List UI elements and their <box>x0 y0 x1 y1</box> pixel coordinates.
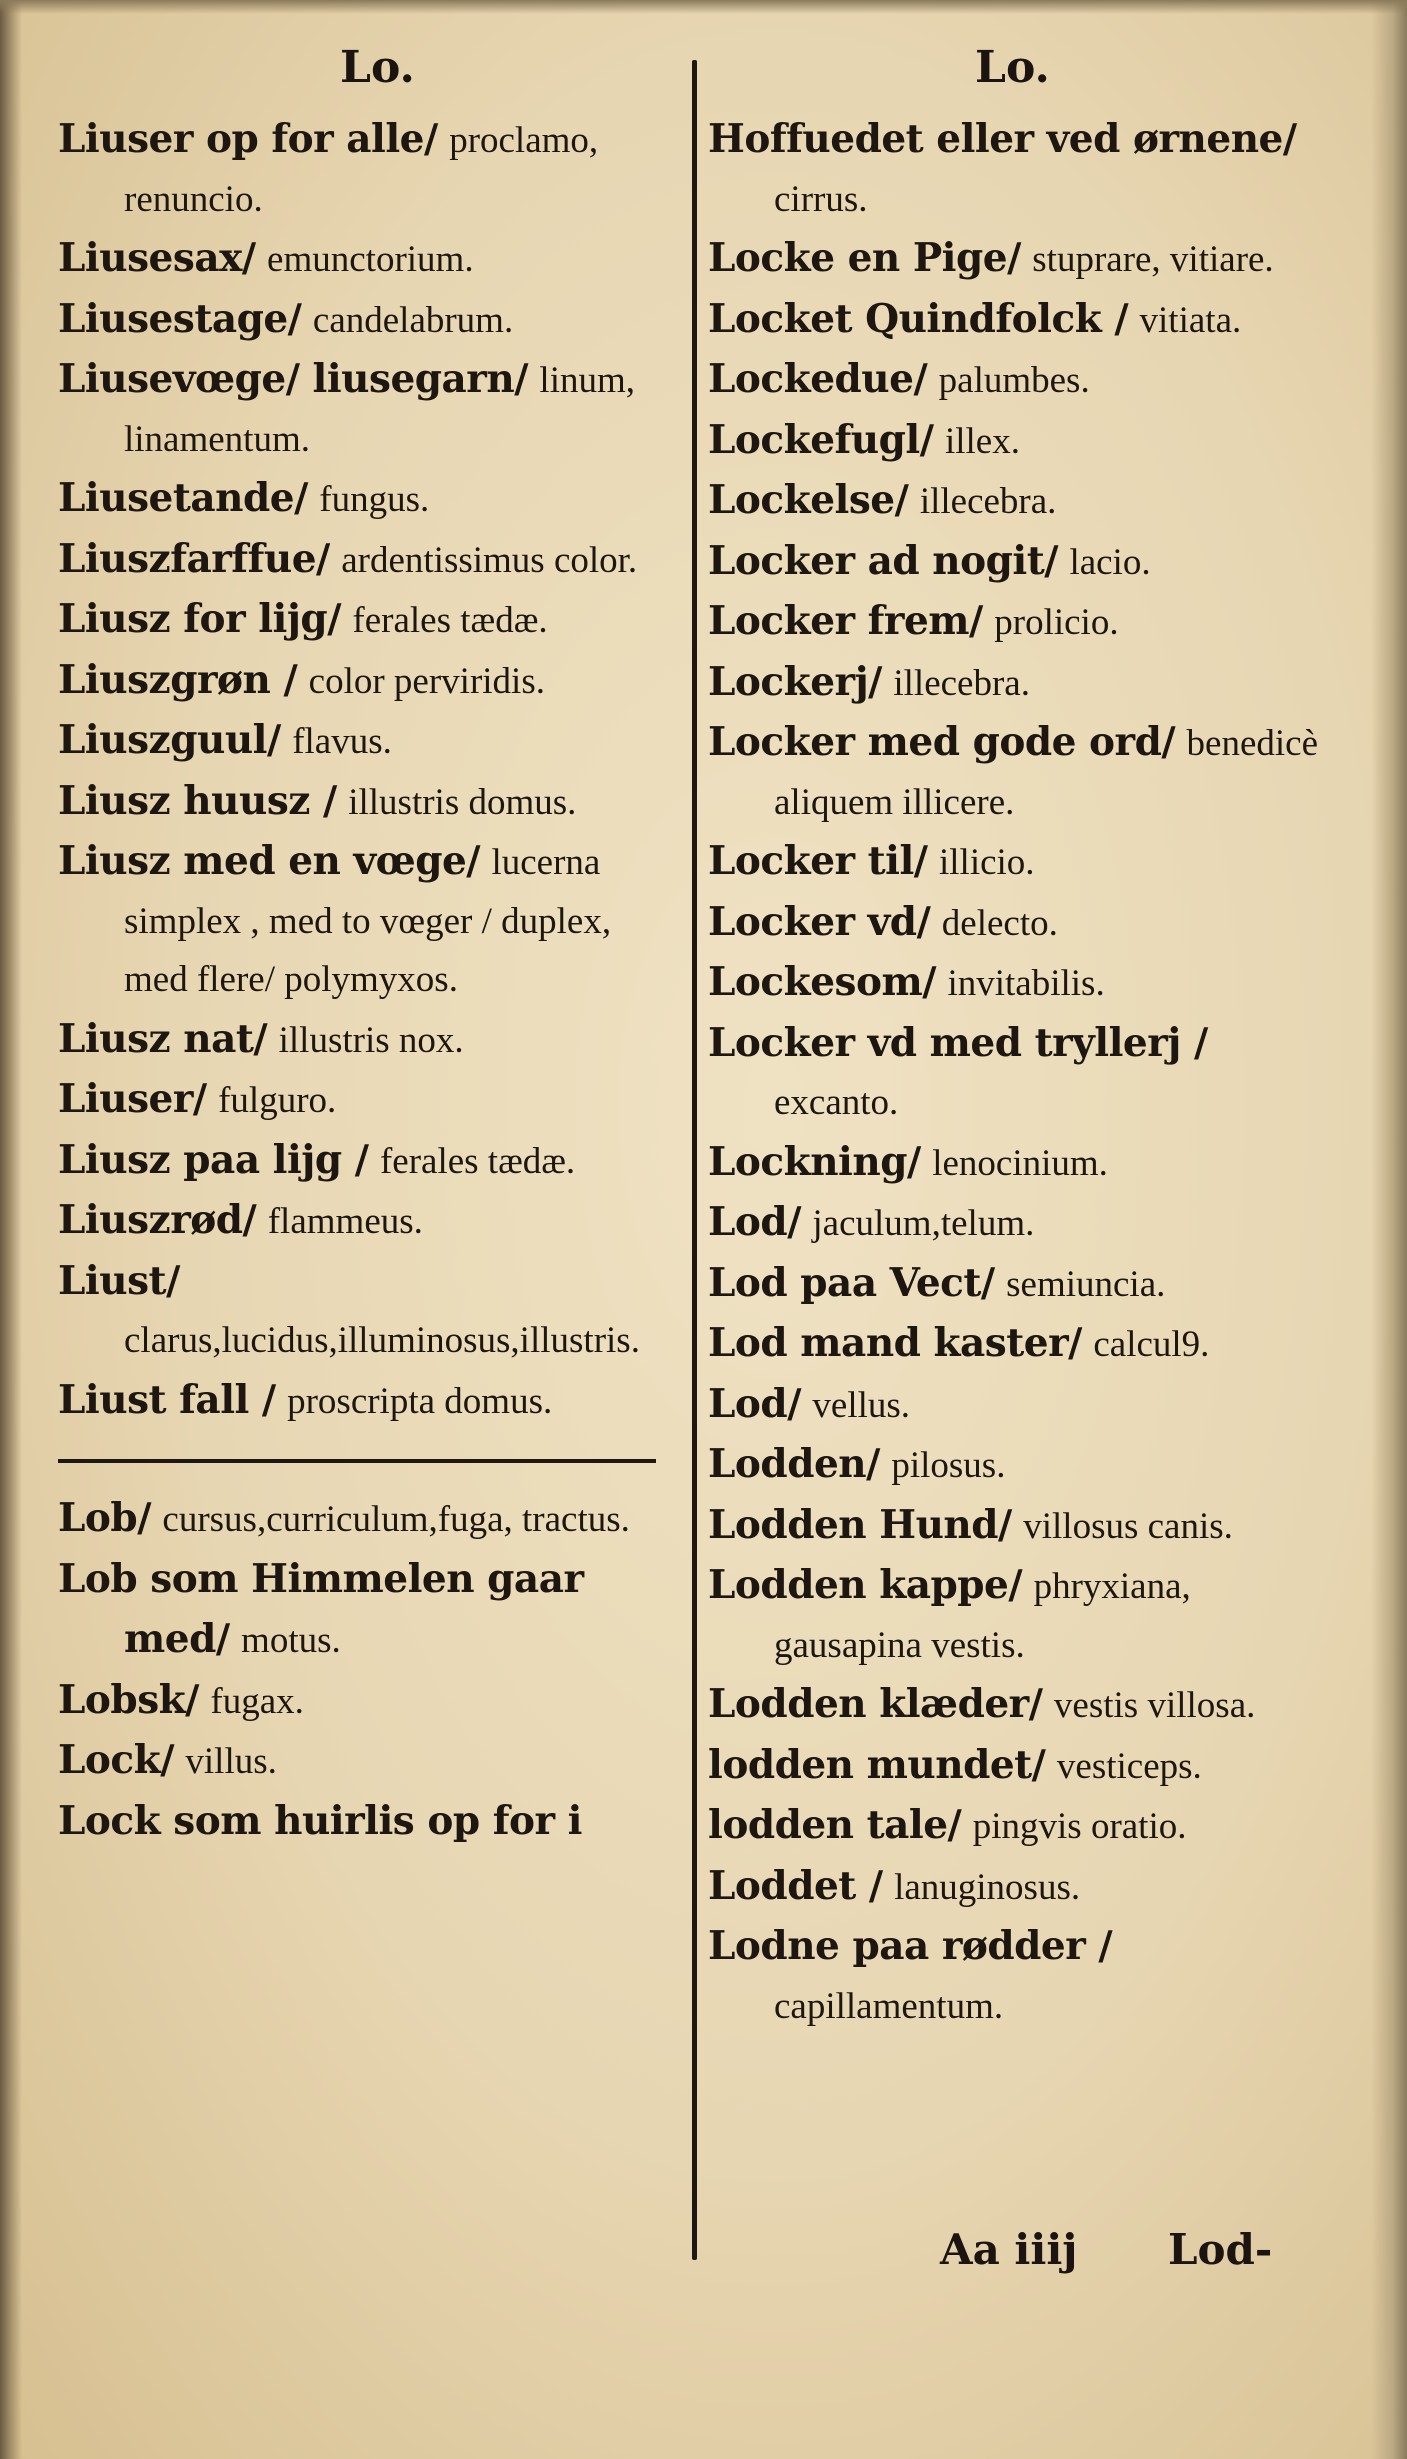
entry-headword: Liuszrød/ <box>58 1197 257 1243</box>
entry-headword: Liusesax/ <box>58 235 256 281</box>
entry-headword: Liuser op for alle/ <box>58 116 438 162</box>
page-right-edge <box>1371 0 1407 2459</box>
entry-headword: Liusz for lijg/ <box>58 596 341 642</box>
entry-headword: Lockesom/ <box>708 959 936 1005</box>
dictionary-entry <box>58 1731 678 1792</box>
entry-headword: Lod/ <box>708 1380 801 1427</box>
entry-headword: Lod/ <box>708 1199 801 1245</box>
page-left-edge <box>0 0 22 2459</box>
entry-headword: Lodden Hund/ <box>708 1501 1012 1548</box>
dictionary-entry <box>708 1917 1328 2036</box>
dictionary-entry <box>58 1489 678 1550</box>
dictionary-entry <box>708 893 1328 954</box>
catchword: Lod- <box>1168 2225 1273 2274</box>
entry-headword: Lod mand kaster/ <box>708 1320 1082 1366</box>
entry-headword: Liusz huusz / <box>58 777 337 824</box>
entry-headword: Lob/ <box>58 1495 151 1541</box>
entry-translation: benedicè aliquem illicere. <box>774 723 1319 823</box>
entry-headword: Lock/ <box>58 1737 174 1783</box>
entry-translation: emunctorium. <box>267 239 474 280</box>
entry-translation: prolicio. <box>994 602 1119 643</box>
entry-translation: pilosus. <box>891 1445 1006 1486</box>
signature-mark: Aa iiij <box>940 2225 1078 2274</box>
dictionary-entry <box>708 110 1328 229</box>
entry-translation: vitiata. <box>1139 299 1242 341</box>
entry-translation: candelabrum. <box>312 299 514 341</box>
dictionary-entry <box>58 1671 678 1732</box>
dictionary-entry <box>708 1314 1328 1375</box>
entry-headword: Locker frem/ <box>708 598 983 644</box>
left-column-entries-bottom <box>58 1489 678 1852</box>
entry-translation: flammeus. <box>267 1201 423 1242</box>
entry-headword: Liusetande/ <box>58 475 308 521</box>
entry-headword: Lockedue/ <box>708 356 928 402</box>
dictionary-entry <box>708 532 1328 593</box>
entry-headword: Liusz med en vœge/ <box>58 838 481 884</box>
dictionary-entry <box>708 1014 1328 1133</box>
entry-translation: illex. <box>944 420 1020 462</box>
left-column <box>58 110 678 1852</box>
entry-translation: lacio. <box>1069 541 1151 583</box>
right-column-entries <box>708 110 1328 2036</box>
entry-headword: Lobsk/ <box>58 1676 199 1723</box>
dictionary-entry <box>58 469 678 530</box>
entry-translation: flavus. <box>292 721 392 762</box>
entry-headword: Liusz nat/ <box>58 1015 268 1062</box>
entry-headword: Lodden/ <box>708 1441 880 1487</box>
dictionary-entry <box>58 1550 678 1671</box>
entry-headword: lodden mundet/ <box>708 1741 1046 1788</box>
dictionary-entry <box>708 1736 1328 1797</box>
entry-headword: Liust fall / <box>58 1376 276 1423</box>
entry-translation: villosus canis. <box>1023 1505 1233 1547</box>
entry-headword: Liuszgrøn / <box>58 656 298 703</box>
right-column <box>708 110 1328 2036</box>
dictionary-entry <box>708 229 1328 290</box>
entry-translation: ferales tædæ. <box>379 1140 576 1182</box>
dictionary-entry <box>58 1792 678 1853</box>
entry-headword: Lodden kappe/ <box>708 1562 1023 1608</box>
entry-translation: capillamentum. <box>774 1985 1004 2027</box>
entry-headword: Lob som Himmelen gaar med/ <box>58 1555 584 1662</box>
entry-headword: Loddet / <box>708 1862 883 1909</box>
dictionary-entry <box>58 1010 678 1071</box>
entry-translation: lenocinium. <box>932 1142 1108 1184</box>
dictionary-entry <box>708 1857 1328 1918</box>
entry-headword: Liusestage/ <box>58 295 302 342</box>
entry-translation: pingvis oratio. <box>972 1806 1187 1847</box>
entry-headword: Locker ad nogit/ <box>708 537 1058 584</box>
entry-headword: Liuszfarffue/ <box>58 535 330 582</box>
dictionary-entry <box>708 832 1328 893</box>
entry-headword: Locker til/ <box>708 838 928 884</box>
entry-translation: cirrus. <box>774 178 868 220</box>
dictionary-entry <box>58 711 678 772</box>
entry-translation: illustris domus. <box>348 781 577 823</box>
dictionary-entry <box>708 1496 1328 1557</box>
entry-translation: motus. <box>241 1620 341 1661</box>
dictionary-entry <box>708 1796 1328 1857</box>
dictionary-entry <box>58 1131 678 1192</box>
dictionary-entry <box>58 530 678 591</box>
dictionary-entry <box>58 1371 678 1432</box>
dictionary-entry <box>58 110 678 229</box>
entry-translation: calcul9. <box>1093 1324 1210 1365</box>
entry-translation: color perviridis. <box>308 660 545 702</box>
dictionary-entry <box>58 1191 678 1252</box>
dictionary-entry <box>708 653 1328 714</box>
entry-translation: ardentissimus color. <box>341 539 638 581</box>
entry-headword: Liuser/ <box>58 1076 207 1122</box>
entry-headword: Lockerj/ <box>708 658 882 705</box>
entry-translation: linum, linamentum. <box>124 360 636 460</box>
dictionary-entry <box>708 411 1328 472</box>
entry-translation: clarus,lucidus,illuminosus,illustris. <box>124 1320 640 1361</box>
entry-headword: Hoffuedet eller ved ørnene/ <box>708 116 1297 162</box>
entry-translation: vellus. <box>812 1384 911 1426</box>
entry-translation: fulguro. <box>218 1080 337 1121</box>
dictionary-entry <box>708 350 1328 411</box>
section-rule <box>58 1459 656 1463</box>
entry-translation: fugax. <box>210 1680 304 1722</box>
running-header-left: Lo. <box>340 42 415 93</box>
entry-translation: lanuginosus. <box>894 1866 1081 1908</box>
dictionary-entry <box>708 1254 1328 1315</box>
dictionary-entry <box>708 1193 1328 1254</box>
entry-headword: Lodden klæder/ <box>708 1681 1043 1727</box>
dictionary-entry <box>708 471 1328 532</box>
entry-headword: Liuszguul/ <box>58 717 281 763</box>
left-column-entries-top <box>58 110 678 1431</box>
dictionary-entry <box>58 590 678 651</box>
entry-translation: excanto. <box>774 1082 899 1123</box>
entry-headword: lodden tale/ <box>708 1802 962 1848</box>
entry-translation: phryxiana, gausapina vestis. <box>774 1566 1191 1666</box>
entry-headword: Locke en Pige/ <box>708 235 1021 281</box>
entry-headword: Lockelse/ <box>708 477 909 523</box>
column-divider <box>692 60 697 2260</box>
dictionary-entry <box>58 772 678 833</box>
entry-headword: Lod paa Vect/ <box>708 1259 995 1306</box>
entry-headword: Locker med gode ord/ <box>708 719 1176 765</box>
entry-headword: Liusz paa lijg / <box>58 1136 369 1183</box>
dictionary-entry <box>58 290 678 351</box>
dictionary-entry <box>58 1252 678 1371</box>
entry-headword: Lodne paa rødder / <box>708 1923 1113 1969</box>
dictionary-entry <box>58 229 678 290</box>
entry-translation: vesticeps. <box>1056 1745 1202 1787</box>
entry-translation: invitabilis. <box>947 963 1105 1004</box>
entry-translation: ferales tædæ. <box>352 600 548 641</box>
entry-translation: jaculum,telum. <box>812 1203 1035 1244</box>
dictionary-entry <box>708 1556 1328 1675</box>
dictionary-entry <box>58 832 678 1010</box>
dictionary-entry <box>708 1675 1328 1736</box>
entry-translation: proclamo, renuncio. <box>124 120 599 220</box>
entry-headword: Liusevœge/ liusegarn/ <box>58 356 528 402</box>
entry-headword: Lock som huirlis op for i <box>58 1797 582 1844</box>
dictionary-entry <box>708 1133 1328 1194</box>
dictionary-entry <box>708 290 1328 351</box>
entry-translation: illecebra. <box>893 662 1030 704</box>
entry-translation: delecto. <box>941 902 1058 944</box>
dictionary-entry <box>58 651 678 712</box>
dictionary-entry <box>708 1375 1328 1436</box>
entry-translation: semiuncia. <box>1006 1263 1166 1305</box>
entry-headword: Locket Quindfolck / <box>708 295 1129 342</box>
entry-headword: Locker vd med tryllerj / <box>708 1019 1208 1066</box>
entry-translation: cursus,curriculum,fuga, tractus. <box>162 1499 630 1540</box>
entry-translation: palumbes. <box>938 360 1090 401</box>
dictionary-entry <box>708 953 1328 1014</box>
entry-headword: Liust/ <box>58 1257 180 1304</box>
entry-translation: villus. <box>185 1741 277 1782</box>
entry-translation: proscripta domus. <box>287 1380 553 1422</box>
page-top-edge <box>0 0 1407 14</box>
entry-translation: illustris nox. <box>278 1019 464 1061</box>
entry-translation: lucerna simplex , med to vœger / duplex, med flere/ polymyxos. <box>124 842 612 1000</box>
entry-headword: Lockefugl/ <box>708 416 934 463</box>
entry-translation: stuprare, vitiare. <box>1032 239 1274 280</box>
entry-translation: vestis villosa. <box>1053 1685 1256 1726</box>
running-header-right: Lo. <box>975 42 1050 93</box>
entry-translation: illecebra. <box>919 481 1057 522</box>
entry-headword: Locker vd/ <box>708 898 931 945</box>
entry-translation: fungus. <box>319 479 430 520</box>
dictionary-entry <box>708 592 1328 653</box>
entry-headword: Lockning/ <box>708 1138 921 1185</box>
dictionary-entry <box>58 350 678 469</box>
entry-translation: illicio. <box>938 842 1035 883</box>
dictionary-entry <box>708 1435 1328 1496</box>
dictionary-entry <box>58 1070 678 1131</box>
dictionary-entry <box>708 713 1328 832</box>
